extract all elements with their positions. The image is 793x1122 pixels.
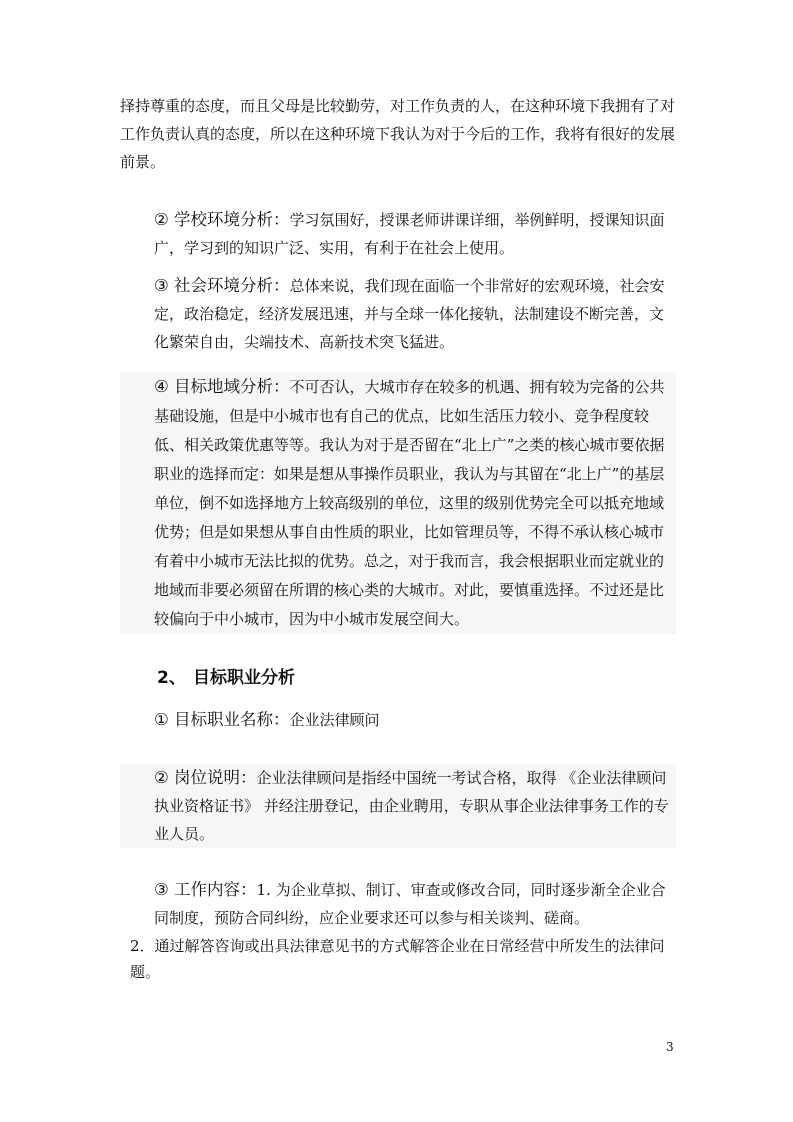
- job-desc-paragraph: [120, 764, 676, 848]
- job-name-paragraph: [120, 706, 676, 734]
- page-number: 3: [666, 1040, 674, 1054]
- job-desc-label: ② 岗位说明：: [154, 768, 257, 787]
- section-number: 2、: [157, 668, 186, 688]
- section-title: 目标职业分析: [193, 668, 295, 688]
- intro-paragraph: [120, 92, 676, 176]
- society-text: 总体来说，我们现在面临一个非常好的宏观环境，社会安定，政治稳定，经济发展迅速，并与全球一体化接轨，法制建设不断完善，文化繁荣自由，尖端技术、高新技术突飞猛进。: [154, 277, 665, 351]
- section-heading: [157, 664, 295, 692]
- school-text: 学习氛围好，授课老师讲课详细，举例鲜明，授课知识面广，学习到的知识广泛、实用，有利于在社会上使用。: [154, 211, 665, 257]
- job-desc-text: 企业法律顾问是指经中国统一考试合格，取得 《企业法律顾问执业资格证书》 并经注册登记，由企业聘用，专职从事企业法律事务工作的专业人员。: [154, 769, 669, 843]
- job-content-item2: 2．通过解答咨询或出具法律意见书的方式解答企业在日常经营中所发生的法律问题。: [130, 937, 665, 981]
- job-content-label: ③ 工作内容：: [154, 880, 257, 899]
- region-paragraph: [120, 372, 676, 634]
- school-paragraph: [120, 206, 676, 262]
- job-content-item1: 1. 为企业草拟、制订、审查或修改合同，同时逐步渐全企业合同制度，预防合同纠纷，应企业要求还可以参与相关谈判、磋商。: [154, 881, 666, 927]
- job-content-paragraph: [120, 876, 676, 932]
- school-label: ② 学校环境分析：: [154, 210, 290, 229]
- region-label: ④ 目标地域分析：: [154, 377, 290, 396]
- job-content-item2-paragraph: [120, 933, 676, 985]
- job-name-label: ① 目标职业名称：: [154, 710, 290, 729]
- society-paragraph: [120, 272, 676, 356]
- society-label: ③ 社会环境分析：: [154, 276, 290, 295]
- region-text: 不可否认，大城市存在较多的机遇、拥有较为完备的公共基础设施，但是中小城市也有自己的优点，比如生活压力较小、竞争程度较低、相关政策优惠等等。我认为对于是否留在“北上广”之类的核心城市要依据职业的选择而定：如果是想从事操作员职业，我认为与其留在“北上广”的基层单位，倒不如选择地方上较高级别的单位，这里的级别优势完全可以抵充地域优势；但是如果想从事自由性质的职业，比如管理员等，不得不承认核心城市有着中小城市无法比拟的优势。总之，对于我而言，我会根据职业而定就业的地域而非要必须留在所谓的核心类的大城市。对此，要慎重选择。不过还是比较偏向于中小城市，因为中小城市发展空间大。: [154, 378, 665, 628]
- intro-text: 择持尊重的态度，而且父母是比较勤劳，对工作负责的人，在这种环境下我拥有了对工作负责认真的态度，所以在这种环境下我认为对于今后的工作，我将有很好的发展前景。: [120, 97, 676, 171]
- job-name-text: 企业法律顾问: [289, 711, 380, 729]
